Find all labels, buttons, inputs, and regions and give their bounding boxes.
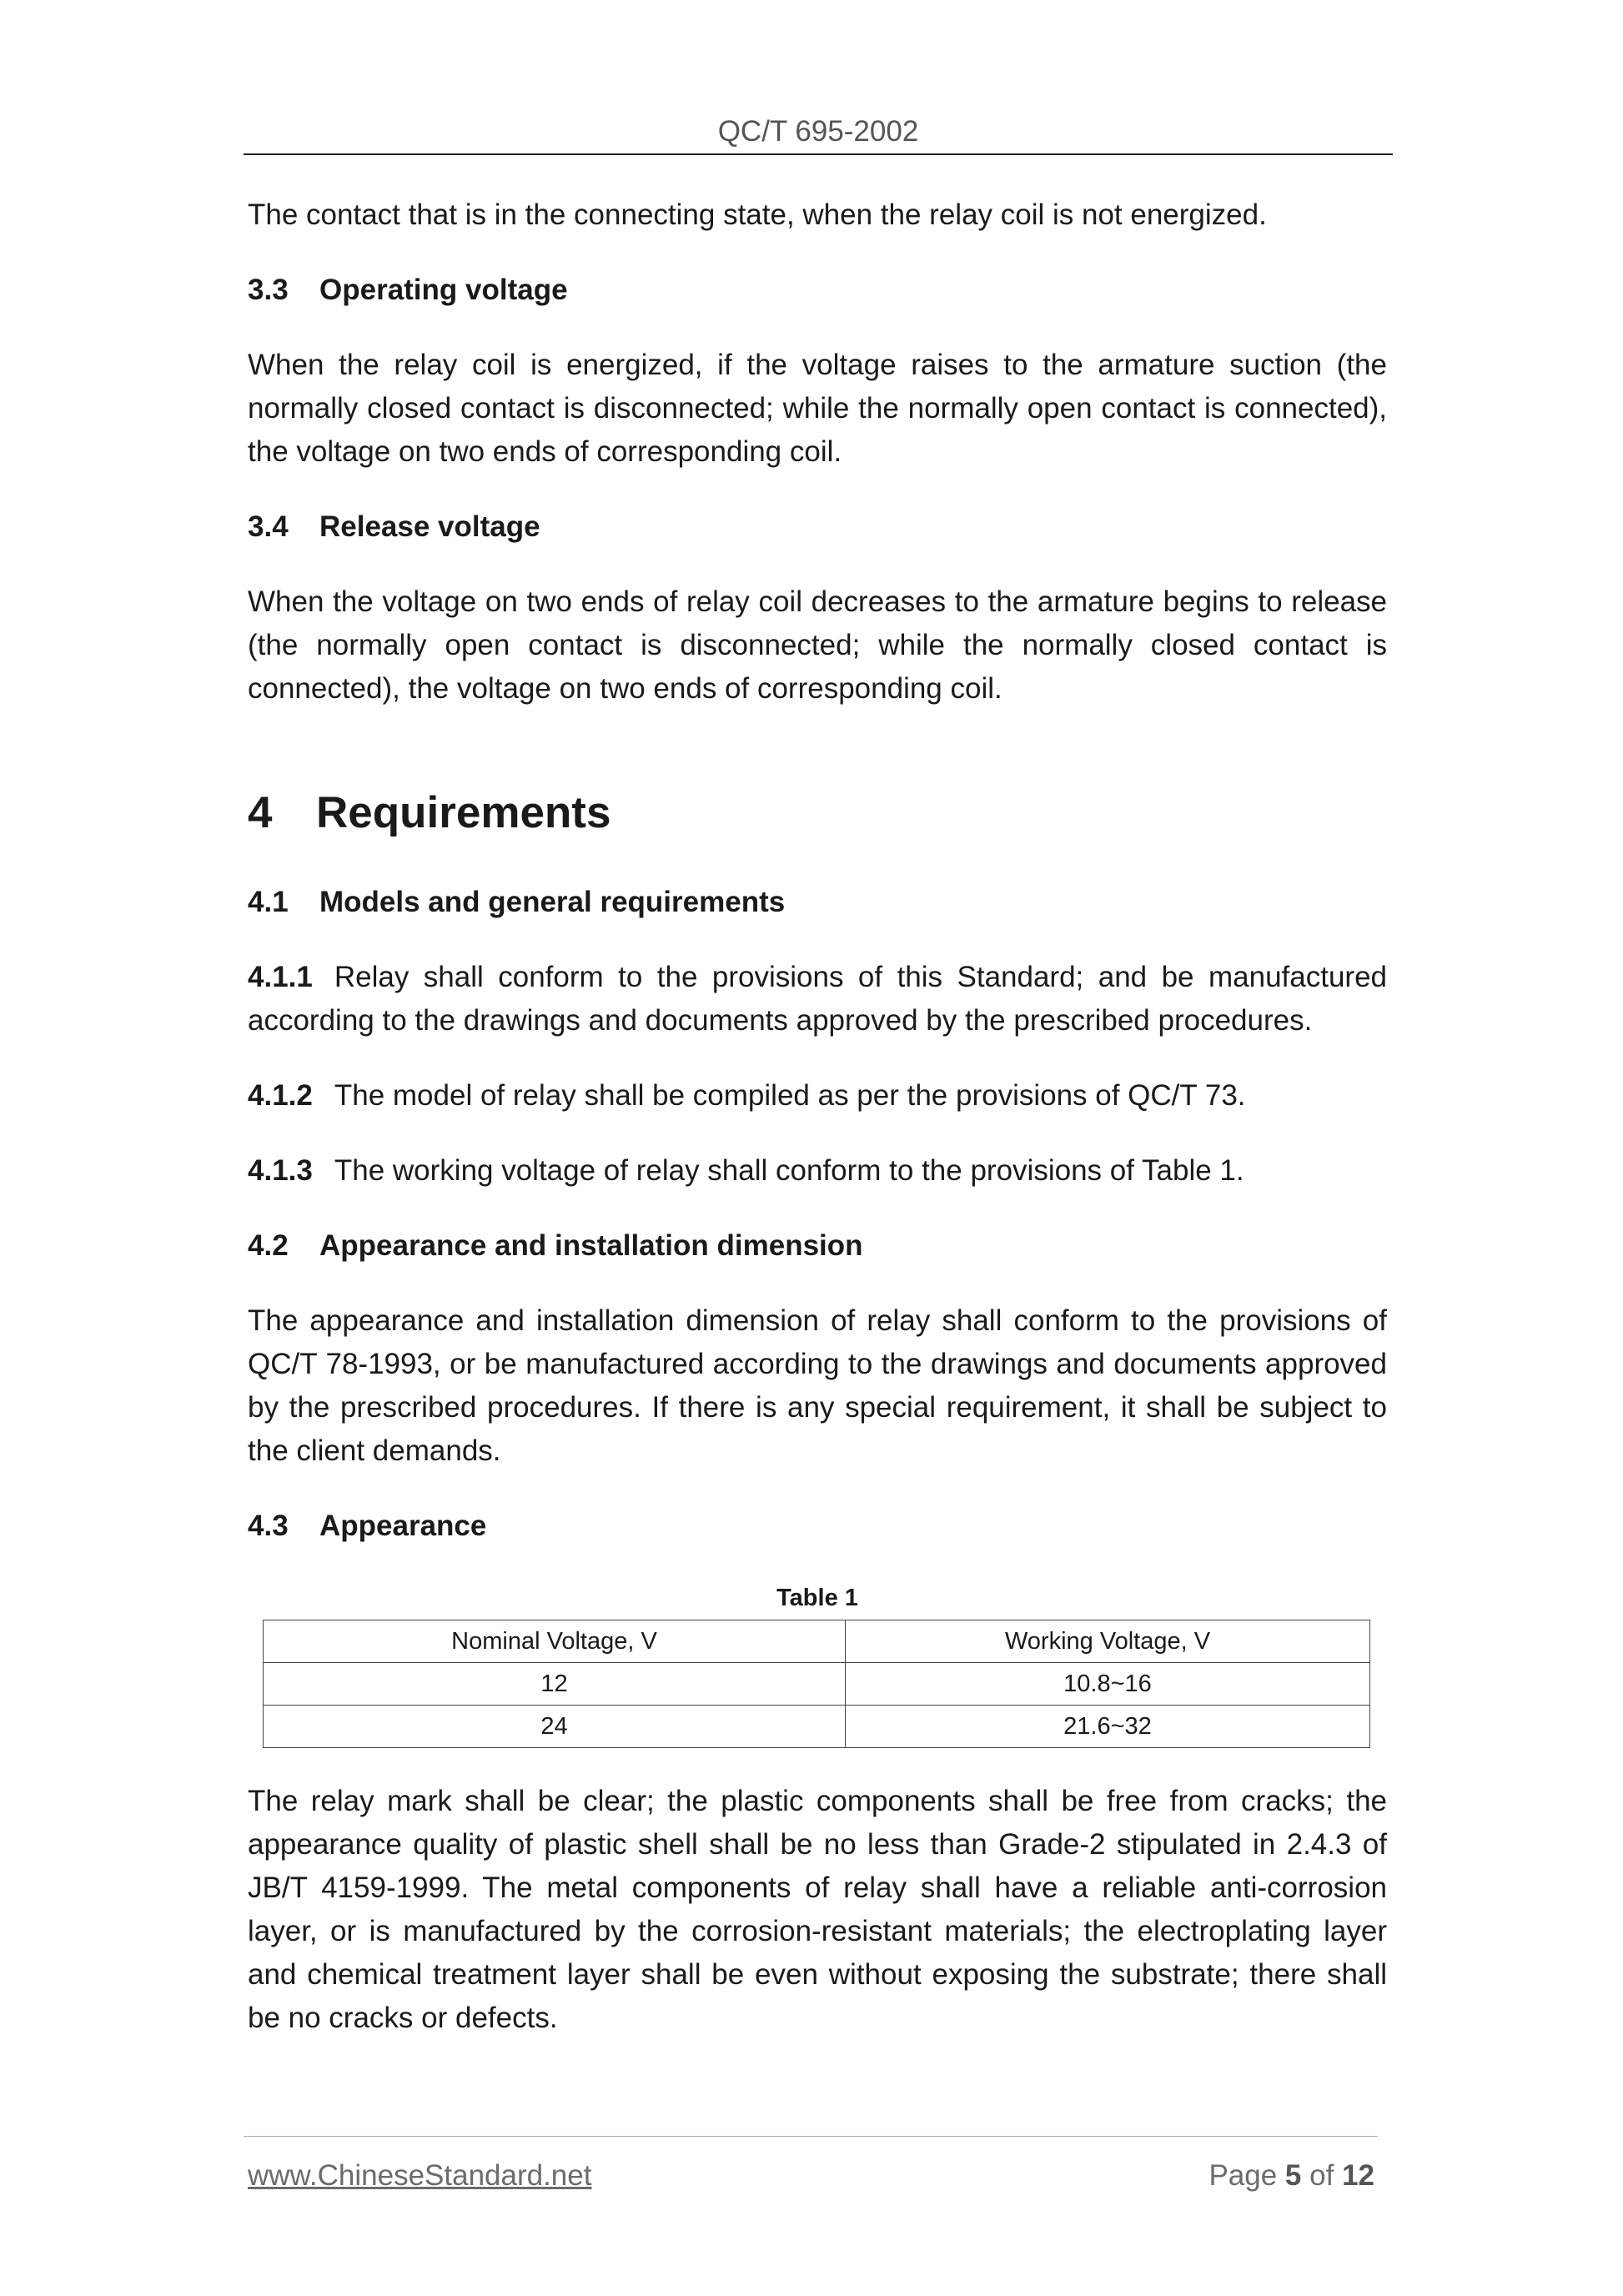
footer-website-link[interactable]: www.ChineseStandard.net xyxy=(248,2159,592,2192)
heading-4-1-number: 4.1 xyxy=(248,886,289,918)
document-header-title: QC/T 695-2002 xyxy=(717,115,919,148)
table-1-caption: Table 1 xyxy=(776,1585,858,1611)
page-total: 12 xyxy=(1342,2159,1374,2192)
table-header-row xyxy=(264,1620,1370,1663)
document-body xyxy=(248,193,1387,2040)
clause-4-1-1-text: Relay shall conform to the provisions of this Standard; and be manufactured according to the drawings and documents approved by the prescribed procedures. xyxy=(248,961,1387,1037)
heading-4-1 xyxy=(248,881,1387,924)
heading-3-3-number: 3.3 xyxy=(248,274,289,306)
heading-4 xyxy=(248,784,1387,842)
header-rule xyxy=(244,153,1393,155)
page-prefix: Page xyxy=(1208,2159,1278,2192)
heading-4-2-number: 4.2 xyxy=(248,1229,289,1262)
paragraph-3-3: When the relay coil is energized, if the voltage raises to the armature suction (the normally closed contact is disconnected; while the normally open contact is connected), the voltage on two ends of corresponding coil. xyxy=(248,349,1387,468)
footer-page-number xyxy=(1208,2159,1374,2193)
table-row xyxy=(264,1706,1370,1748)
heading-3-4 xyxy=(248,505,1387,549)
heading-4-title: Requirements xyxy=(316,788,611,837)
paragraph-4-1-2 xyxy=(248,1074,1387,1118)
table-cell: 21.6~32 xyxy=(846,1706,1370,1748)
heading-4-1-title: Models and general requirements xyxy=(319,886,786,918)
heading-4-number: 4 xyxy=(248,788,273,837)
table-header-cell: Nominal Voltage, V xyxy=(264,1620,846,1663)
paragraph-4-1-3 xyxy=(248,1149,1387,1193)
footer-rule xyxy=(244,2136,1378,2137)
clause-4-1-2-number: 4.1.2 xyxy=(248,1079,313,1112)
paragraph-4-1-1 xyxy=(248,956,1387,1042)
table-1 xyxy=(263,1620,1370,1748)
table-cell: 10.8~16 xyxy=(846,1663,1370,1706)
table-cell: 12 xyxy=(264,1663,846,1706)
paragraph-4-2: The appearance and installation dimension of relay shall conform to the provisions of QC/T 78-1993, or be manufactured according to the drawings and documents approved by the prescribed procedures. If there is any special requirement, it shall be subject to the client demands. xyxy=(248,1304,1387,1467)
intro-paragraph: The contact that is in the connecting state, when the relay coil is not energized. xyxy=(248,198,1267,231)
heading-3-4-number: 3.4 xyxy=(248,510,289,543)
paragraph-4-3: The relay mark shall be clear; the plastic components shall be free from cracks; the appearance quality of plastic shell shall be no less than Grade-2 stipulated in 2.4.3 of JB/T 4159-1999. The metal components of relay shall have a reliable anti-corrosion layer, or is manufactured by the corrosion-resistant materials; the electroplating layer and chemical treatment layer shall be even without exposing the substrate; there shall be no cracks or defects. xyxy=(248,1785,1387,2034)
clause-4-1-1-number: 4.1.1 xyxy=(248,961,313,993)
paragraph-3-4: When the voltage on two ends of relay coil decreases to the armature begins to release (the normally open contact is disconnected; while the normally closed contact is connected), the voltage on two ends of corresponding coil. xyxy=(248,585,1387,705)
heading-4-2 xyxy=(248,1224,1387,1268)
heading-4-3-title: Appearance xyxy=(319,1510,487,1542)
heading-4-2-title: Appearance and installation dimension xyxy=(319,1229,863,1262)
table-cell: 24 xyxy=(264,1706,846,1748)
heading-4-3-number: 4.3 xyxy=(248,1510,289,1542)
page-separator: of xyxy=(1309,2159,1334,2192)
clause-4-1-3-number: 4.1.3 xyxy=(248,1154,313,1187)
heading-3-3 xyxy=(248,269,1387,312)
clause-4-1-2-text: The model of relay shall be compiled as per the provisions of QC/T 73. xyxy=(334,1079,1246,1112)
table-header-cell: Working Voltage, V xyxy=(846,1620,1370,1663)
heading-3-3-title: Operating voltage xyxy=(319,274,568,306)
heading-3-4-title: Release voltage xyxy=(319,510,540,543)
page-current: 5 xyxy=(1284,2159,1302,2192)
clause-4-1-3-text: The working voltage of relay shall conform to the provisions of Table 1. xyxy=(334,1154,1244,1187)
table-row xyxy=(264,1663,1370,1706)
heading-4-3 xyxy=(248,1505,1387,1548)
